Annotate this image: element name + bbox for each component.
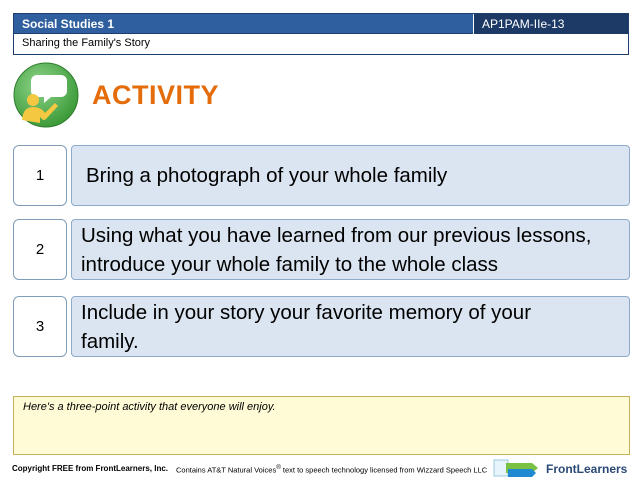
teacher-note: Here's a three-point activity that everyone will enjoy.: [23, 401, 276, 413]
frontlearners-logo-icon: [492, 457, 544, 479]
item-text-box: [71, 219, 630, 280]
item-text: Using what you have learned from our previous lessons, introduce your whole family to the whole class: [81, 223, 592, 276]
tts-credit: [176, 464, 487, 475]
registered-mark: ®: [276, 464, 281, 471]
item-text-box: [71, 145, 630, 206]
lesson-header: [13, 13, 629, 55]
brand-name: FrontLearners: [546, 462, 628, 476]
lesson-code: AP1PAM-IIe-13: [482, 17, 565, 31]
item-number-box: 3: [13, 296, 67, 357]
item-number-box: 1: [13, 145, 67, 206]
item-text: Bring a photograph of your whole family: [86, 164, 448, 187]
lesson-subtitle: Sharing the Family's Story: [22, 37, 151, 49]
lesson-code-box: [473, 14, 628, 35]
item-number-box: 2: [13, 219, 67, 280]
item-text: Include in your story your favorite memory of your family.: [81, 300, 532, 353]
teacher-note-box: [13, 396, 630, 455]
tts-credit-start: Contains AT&T Natural Voices: [176, 465, 277, 475]
copyright-text: Copyright FREE from FrontLearners, Inc.: [12, 464, 169, 473]
subtitle-bar: [13, 34, 629, 55]
item-text-box: [71, 296, 630, 357]
activity-title: ACTIVITY: [92, 80, 220, 110]
header-bar: [13, 13, 629, 34]
tts-credit-end: text to speech technology licensed from Wizzard Speech LLC: [280, 465, 488, 475]
presenter-speech-icon: [13, 62, 79, 128]
subject-title: Social Studies 1: [22, 17, 115, 31]
